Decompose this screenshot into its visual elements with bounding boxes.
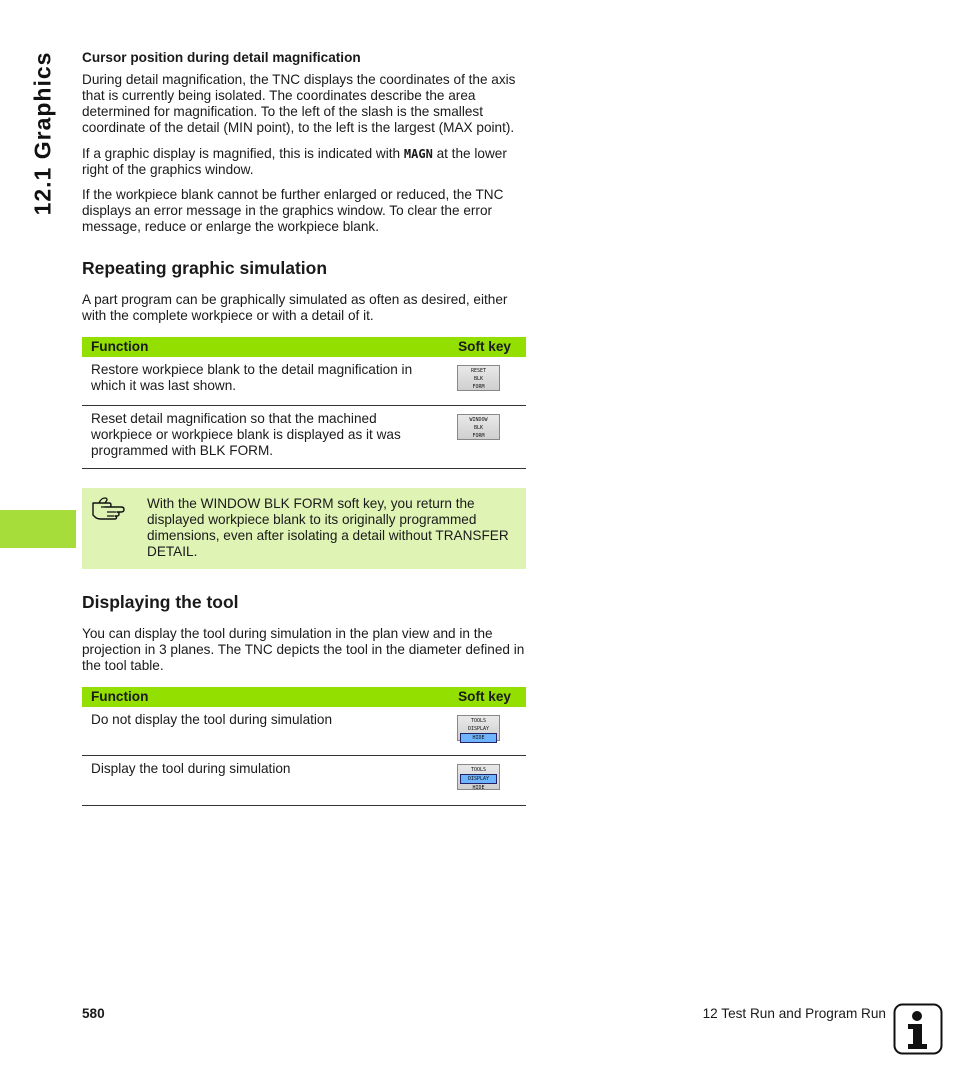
chapter-tab-marker	[0, 510, 76, 548]
page-content	[82, 50, 526, 806]
reset-blk-form-softkey[interactable]: RESET BLK FORM	[457, 365, 500, 391]
magn-code: MAGN	[403, 147, 433, 161]
table-header-row	[82, 687, 526, 707]
note-box	[82, 488, 526, 569]
column-function: Function	[82, 337, 430, 357]
table-row	[82, 406, 526, 469]
column-function: Function	[82, 687, 430, 707]
displaying-tool-table	[82, 687, 526, 806]
note-text: With the WINDOW BLK FORM soft key, you return the displayed workpiece blank to its originally programmed dimensions, even after isolating a detail without TRANSFER DETAIL.	[147, 496, 509, 559]
chapter-footer: 12 Test Run and Program Run	[702, 1006, 886, 1021]
table-row	[82, 756, 526, 806]
table-row	[82, 357, 526, 406]
displaying-tool-paragraph: You can display the tool during simulation in the plan view and in the projection in 3 planes. The TNC depicts the tool in the diameter defined in the tool table.	[82, 626, 525, 673]
repeating-simulation-heading: Repeating graphic simulation	[82, 258, 328, 278]
repeating-simulation-paragraph: A part program can be graphically simulated as often as desired, either with the complete workpiece or with a detail of it.	[82, 292, 508, 323]
cursor-position-heading: Cursor position during detail magnification	[82, 50, 361, 65]
repeating-simulation-table	[82, 337, 526, 469]
function-description: Restore workpiece blank to the detail magnification in which it was last shown.	[82, 357, 430, 406]
tools-display-softkey[interactable]: TOOLS DISPLAY HIDE	[457, 764, 500, 790]
pointing-hand-icon	[82, 496, 147, 560]
error-message-paragraph: If the workpiece blank cannot be further enlarged or reduced, the TNC displays an error message in the graphics window. To clear the error message, reduce or enlarge the workpiece blank.	[82, 187, 504, 234]
cursor-position-paragraph: During detail magnification, the TNC displays the coordinates of the axis that is currently being isolated. The coordinates describe the area determined for magnification. To the left of the slash is the smallest coordinate of the detail (MIN point), to the left is the largest (MAX point).	[82, 72, 516, 135]
column-softkey: Soft key	[430, 337, 526, 357]
function-description: Display the tool during simulation	[82, 756, 430, 806]
side-chapter-title: 12.1 Graphics	[29, 51, 56, 215]
function-description: Reset detail magnification so that the machined workpiece or workpiece blank is displayed as it was programmed with BLK FORM.	[82, 406, 430, 469]
page-number: 580	[82, 1006, 105, 1021]
tools-hide-softkey[interactable]: TOOLS DISPLAY HIDE	[457, 715, 500, 741]
table-row	[82, 707, 526, 756]
table-header-row	[82, 337, 526, 357]
info-icon	[893, 1003, 943, 1055]
magn-paragraph: If a graphic display is magnified, this is indicated with MAGN at the lower right of the graphics window.	[82, 146, 507, 177]
window-blk-form-softkey[interactable]: WINDOW BLK FORM	[457, 414, 500, 440]
column-softkey: Soft key	[430, 687, 526, 707]
displaying-tool-heading: Displaying the tool	[82, 592, 239, 612]
function-description: Do not display the tool during simulation	[82, 707, 430, 756]
